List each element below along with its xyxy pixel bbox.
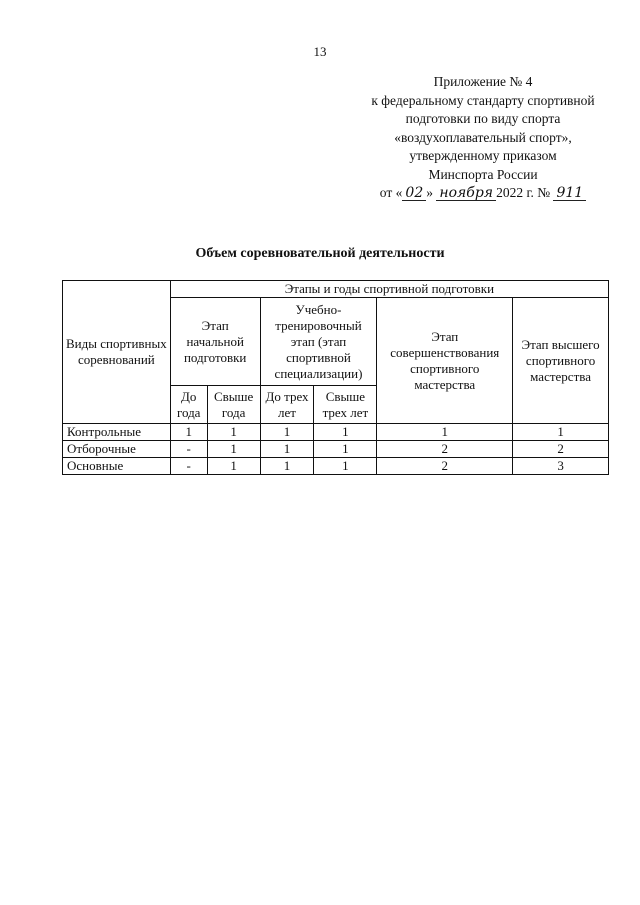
order-day: 02 bbox=[402, 186, 426, 201]
value-cell: 1 bbox=[513, 424, 609, 441]
table-row bbox=[63, 458, 609, 475]
appendix-title: Приложение № 4 bbox=[433, 74, 533, 89]
appendix-line: Минспорта России bbox=[428, 166, 538, 182]
date-close: » bbox=[426, 185, 433, 200]
value-cell: 1 bbox=[314, 458, 377, 475]
order-number: 911 bbox=[553, 186, 586, 201]
subheader-cell: До трех лет bbox=[260, 386, 314, 424]
date-prefix: от « bbox=[379, 185, 403, 200]
appendix-line: утвержденному приказом bbox=[409, 148, 557, 163]
value-cell: 1 bbox=[260, 458, 314, 475]
stage-highest-header: Этап высшего спортивного мастерства bbox=[513, 298, 609, 424]
competition-type-cell: Основные bbox=[63, 458, 171, 475]
subheader-cell: До года bbox=[170, 386, 207, 424]
value-cell: 2 bbox=[513, 441, 609, 458]
table-row bbox=[63, 441, 609, 458]
appendix-line: подготовки по виду спорта bbox=[405, 111, 561, 126]
order-month: ноября bbox=[436, 186, 496, 201]
stage-training-header: Учебно-тренировочный этап (этап спортивной специализации) bbox=[260, 298, 377, 386]
group-header-cell: Этапы и годы спортивной подготовки bbox=[170, 281, 608, 298]
value-cell: 1 bbox=[314, 424, 377, 441]
value-cell: 1 bbox=[207, 441, 260, 458]
value-cell: 1 bbox=[260, 441, 314, 458]
value-cell: 1 bbox=[170, 424, 207, 441]
value-cell: 3 bbox=[513, 458, 609, 475]
value-cell: 2 bbox=[377, 441, 513, 458]
order-date-line bbox=[348, 184, 618, 203]
competition-type-cell: Отборочные bbox=[63, 441, 171, 458]
value-cell: 1 bbox=[207, 458, 260, 475]
appendix-line: «воздухоплавательный спорт», bbox=[394, 129, 572, 145]
competition-volume-table bbox=[62, 280, 609, 475]
competition-type-cell: Контрольные bbox=[63, 424, 171, 441]
value-cell: - bbox=[170, 441, 207, 458]
value-cell: 2 bbox=[377, 458, 513, 475]
stage-initial-header: Этап начальной подготовки bbox=[170, 298, 260, 386]
subheader-cell: Свыше года bbox=[207, 386, 260, 424]
page-number: 13 bbox=[313, 44, 327, 59]
value-cell: 1 bbox=[377, 424, 513, 441]
value-cell: 1 bbox=[314, 441, 377, 458]
value-cell: 1 bbox=[207, 424, 260, 441]
value-cell: 1 bbox=[260, 424, 314, 441]
row-header-cell: Виды спортивных соревнований bbox=[63, 281, 171, 424]
document-title: Объем соревновательной деятельности bbox=[195, 246, 445, 261]
table-row bbox=[63, 424, 609, 441]
order-year: 2022 г. № bbox=[496, 185, 551, 200]
subheader-cell: Свыше трех лет bbox=[314, 386, 377, 424]
stage-improvement-header: Этап совершенствования спортивного мастерства bbox=[377, 298, 513, 424]
value-cell: - bbox=[170, 458, 207, 475]
appendix-block bbox=[348, 73, 618, 203]
appendix-line: к федеральному стандарту спортивной bbox=[371, 92, 595, 108]
